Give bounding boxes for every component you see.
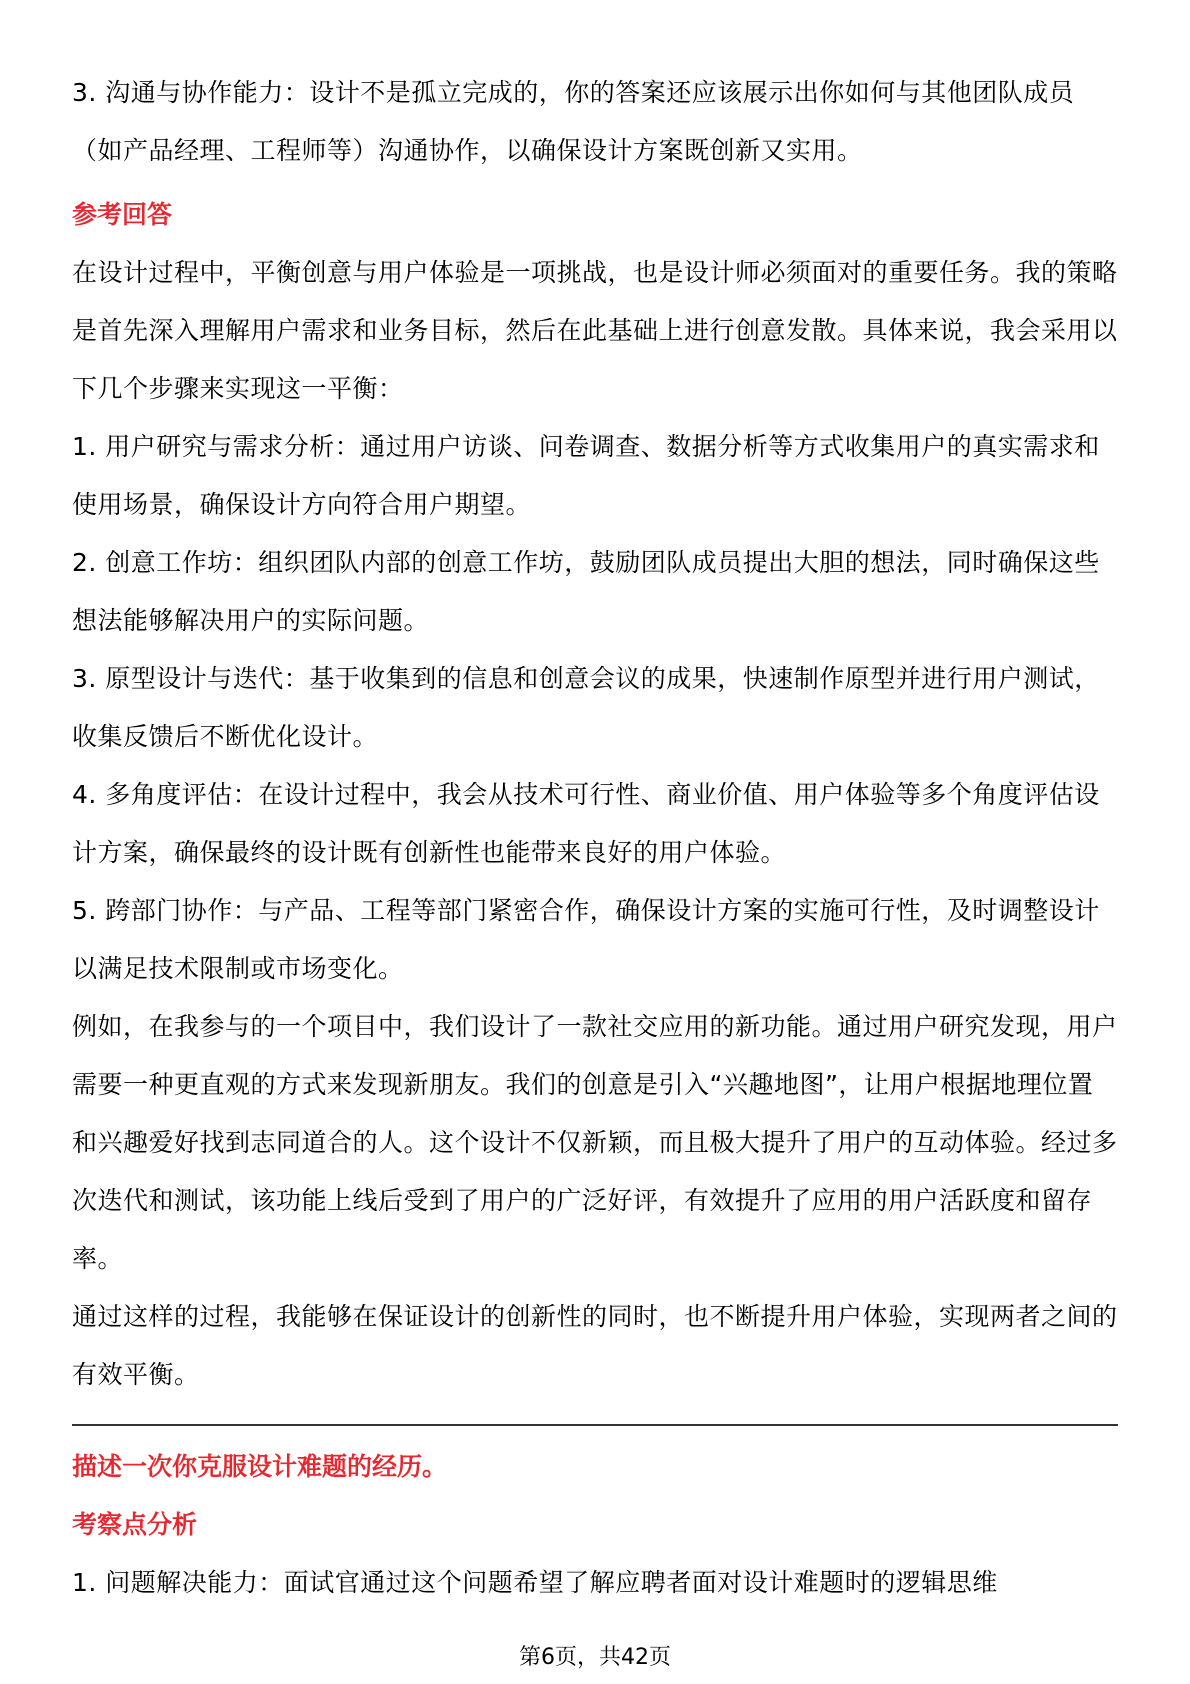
- list-item-step-1: 1. 用户研究与需求分析：通过用户访谈、问卷调查、数据分析等方式收集用户的真实需求和使用场景，确保设计方向符合用户期望。: [72, 432, 1100, 519]
- paragraph-problem-solving-point: 1. 问题解决能力：面试官通过这个问题希望了解应聘者面对设计难题时的逻辑思维: [72, 1568, 998, 1597]
- list-item-step-2: 2. 创意工作坊：组织团队内部的创意工作坊，鼓励团队成员提出大胆的想法，同时确保这些想法能够解决用户的实际问题。: [72, 548, 1100, 635]
- heading-analysis: 考察点分析: [72, 1510, 198, 1539]
- heading-reference-answer: 参考回答: [72, 200, 173, 229]
- list-item-step-4: 4. 多角度评估：在设计过程中，我会从技术可行性、商业价值、用户体验等多个角度评估设计方案，确保最终的设计既有创新性也能带来良好的用户体验。: [72, 780, 1100, 867]
- paragraph-example: 例如，在我参与的一个项目中，我们设计了一款社交应用的新功能。通过用户研究发现，用户需要一种更直观的方式来发现新朋友。我们的创意是引入“兴趣地图”，让用户根据地理位置和兴趣爱好找到志同道合的人。这个设计不仅新颖，而且极大提升了用户的互动体验。经过多次迭代和测试，该功能上线后受到了用户的广泛好评，有效提升了应用的用户活跃度和留存率。: [72, 1012, 1118, 1273]
- page-content: [72, 64, 1118, 1612]
- page-number: 第6页，共42页: [519, 1645, 671, 1670]
- list-item-step-5: 5. 跨部门协作：与产品、工程等部门紧密合作，确保设计方案的实施可行性，及时调整设计以满足技术限制或市场变化。: [72, 896, 1100, 983]
- paragraph-conclusion: 通过这样的过程，我能够在保证设计的创新性的同时，也不断提升用户体验，实现两者之间的有效平衡。: [72, 1302, 1118, 1389]
- list-item-step-3: 3. 原型设计与迭代：基于收集到的信息和创意会议的成果，快速制作原型并进行用户测试，收集反馈后不断优化设计。: [72, 664, 1100, 751]
- question-title: 描述一次你克服设计难题的经历。: [72, 1452, 448, 1481]
- paragraph-intro: 在设计过程中，平衡创意与用户体验是一项挑战，也是设计师必须面对的重要任务。我的策略是首先深入理解用户需求和业务目标，然后在此基础上进行创意发散。具体来说，我会采用以下几个步骤来实现这一平衡：: [72, 258, 1118, 403]
- section-divider: [72, 1424, 1118, 1426]
- paragraph-communication-point: 3. 沟通与协作能力：设计不是孤立完成的，你的答案还应该展示出你如何与其他团队成员（如产品经理、工程师等）沟通协作，以确保设计方案既创新又实用。: [72, 78, 1075, 165]
